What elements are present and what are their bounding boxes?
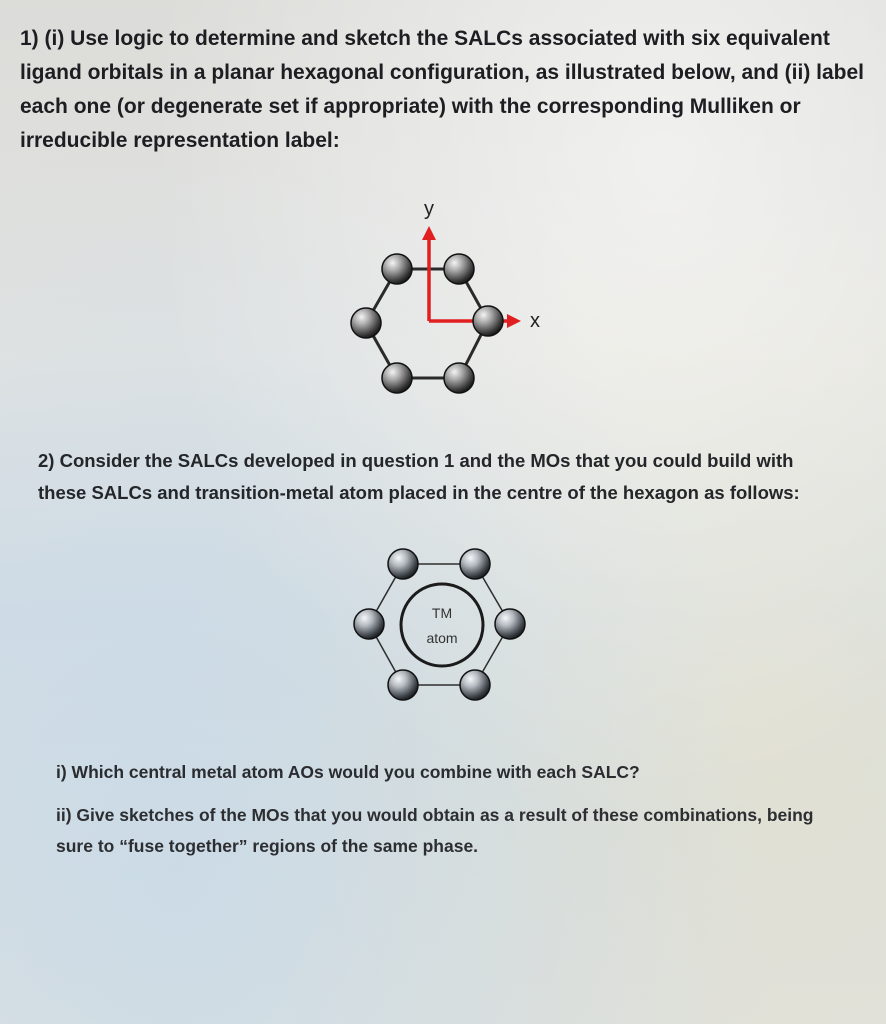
- question-2-intro: 2) Consider the SALCs developed in question 1 and the MOs that you could build with these SALCs and transition-metal atom placed in the centre of the hexagon as follows:: [38, 450, 800, 503]
- tm-atom-hexagon-figure: [330, 540, 540, 710]
- hexagon-ligand-figure: [330, 190, 560, 410]
- x-axis-label: x: [530, 310, 540, 332]
- y-axis-label: y: [424, 198, 434, 220]
- question-2-part-i: i) Which central metal atom AOs would you combine with each SALC?: [56, 762, 640, 782]
- ligand-atom: [444, 254, 474, 284]
- ligand-atom: [351, 308, 381, 338]
- ligand-atom: [382, 363, 412, 393]
- x-axis-arrowhead: [507, 314, 521, 328]
- hexagon-outline: [366, 269, 488, 378]
- tm-atom-circle: [401, 584, 483, 666]
- ligand-atom: [460, 549, 490, 579]
- ligand-atom: [388, 670, 418, 700]
- tm-atom-label-line1: TM: [431, 605, 453, 621]
- ligand-atom: [388, 549, 418, 579]
- ligand-atom: [460, 670, 490, 700]
- tm-atom-label-line2: atom: [426, 630, 458, 646]
- ligand-atom: [473, 306, 503, 336]
- ligand-atom: [354, 609, 384, 639]
- question-2-part-ii: ii) Give sketches of the MOs that you would obtain as a result of these combinations, being sure to “fuse together” regions of the same phase.: [56, 805, 814, 856]
- question-1-text: 1) (i) Use logic to determine and sketch the SALCs associated with six equivalent ligand orbitals in a planar hexagonal configuration, as illustrated below, and (ii) label each one (or degenerate set if appropriate) with the corresponding Mulliken or irreducible representation label:: [20, 27, 865, 152]
- y-axis-arrowhead: [422, 226, 436, 240]
- ligand-atom: [444, 363, 474, 393]
- ligand-atom: [495, 609, 525, 639]
- ligand-atom: [382, 254, 412, 284]
